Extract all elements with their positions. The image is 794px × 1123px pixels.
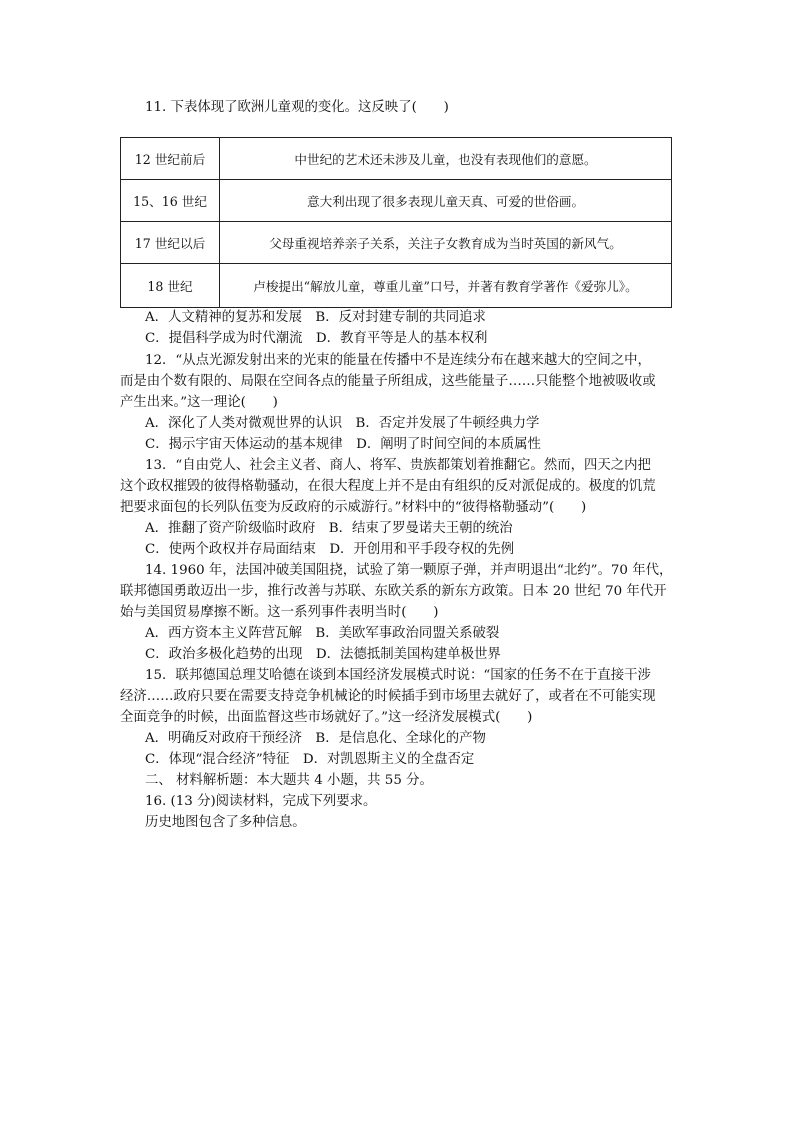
q11-options-cd: C．提倡科学成为时代潮流 D．教育平等是人的基本权利 xyxy=(145,331,488,346)
q13-options-cd: C．使两个政权并存局面结束 D．开创用和平手段夺权的先例 xyxy=(145,542,515,557)
q15-line-3: 全面竞争的时候，出面监督这些市场就好了。”这一经济发展模式( ) xyxy=(120,710,533,725)
q13-line-3: 把要求面包的长列队伍变为反政府的示威游行。”材料中的“彼得格勒骚动”( ) xyxy=(120,500,587,515)
table-period-cell: 17 世纪以后 xyxy=(121,222,220,264)
table-row xyxy=(121,222,672,264)
q15-line-1: 15．联邦德国总理艾哈德在谈到本国经济发展模式时说：“国家的任务不在于直接干涉 xyxy=(145,668,651,683)
q11-stem: 11. 下表体现了欧洲儿童观的变化。这反映了( ) xyxy=(145,100,449,115)
table-content-cell: 卢梭提出“解放儿童，尊重儿童”口号，并著有教育学著作《爱弥儿》。 xyxy=(220,264,672,308)
q14-line-2: 联邦德国勇敢迈出一步，推行改善与苏联、东欧关系的新东方政策。日本 20 世纪 70 年代开 xyxy=(120,584,667,599)
q15-options-ab: A．明确反对政府干预经济 B．是信息化、全球化的产物 xyxy=(145,731,486,746)
table-content-cell: 中世纪的艺术还未涉及儿童，也没有表现他们的意愿。 xyxy=(220,138,672,180)
q12-options-ab: A．深化了人类对微观世界的认识 B．否定并发展了牛顿经典力学 xyxy=(145,416,540,431)
section-heading: 二、 材料解析题：本大题共 4 小题，共 55 分。 xyxy=(145,773,433,788)
q14-options-cd: C．政治多极化趋势的出现 D．法德抵制美国构建单极世界 xyxy=(145,647,501,662)
q12-line-1: 12．“从点光源发射出来的光束的能量在传播中不是连续分布在越来越大的空间之中， xyxy=(145,353,651,368)
q12-line-2: 而是由个数有限的、局限在空间各点的能量子所组成，这些能量子……只能整个地被吸收或 xyxy=(120,374,656,389)
q11-options-ab: A．人文精神的复苏和发展 B．反对封建专制的共同追求 xyxy=(145,310,486,325)
q12-line-3: 产生出来。”这一理论( ) xyxy=(120,395,278,410)
table-row xyxy=(121,264,672,308)
table-period-cell: 12 世纪前后 xyxy=(121,138,220,180)
q14-options-ab: A．西方资本主义阵营瓦解 B．美欧军事政治同盟关系破裂 xyxy=(145,626,500,641)
q12-options-cd: C．揭示宇宙天体运动的基本规律 D．阐明了时间空间的本质属性 xyxy=(145,437,541,452)
table-row xyxy=(121,138,672,180)
q13-line-2: 这个政权摧毁的彼得格勒骚动，在很大程度上并不是由有组织的反对派促成的。极度的饥荒 xyxy=(120,479,656,494)
q15-options-cd: C．体现“混合经济”特征 D．对凯恩斯主义的全盘否定 xyxy=(145,752,475,767)
q13-line-1: 13．“自由党人、社会主义者、商人、将军、贵族都策划着推翻它。然而，四天之内把 xyxy=(145,458,651,473)
q16-stem: 16. (13 分)阅读材料，完成下列要求。 xyxy=(145,794,377,809)
q15-line-2: 经济……政府只要在需要支持竞争机械论的时候插手到市场里去就好了，或者在不可能实现 xyxy=(120,689,656,704)
table-content-cell: 父母重视培养亲子关系，关注子女教育成为当时英国的新风气。 xyxy=(220,222,672,264)
q14-line-1: 14. 1960 年，法国冲破美国阻挠，试验了第一颗原子弹，并声明退出“北约”。70 年代， xyxy=(145,563,673,578)
table-period-cell: 15、16 世纪 xyxy=(121,180,220,222)
q13-options-ab: A．推翻了资产阶级临时政府 B．结束了罗曼诺夫王朝的统治 xyxy=(145,521,513,536)
table-row xyxy=(121,180,672,222)
q16-intro: 历史地图包含了多种信息。 xyxy=(145,815,306,830)
table-period-cell: 18 世纪 xyxy=(121,264,220,308)
q14-line-3: 始与美国贸易摩擦不断。这一系列事件表明当时( ) xyxy=(120,605,439,620)
q11-table xyxy=(120,137,672,308)
table-content-cell: 意大利出现了很多表现儿童天真、可爱的世俗画。 xyxy=(220,180,672,222)
